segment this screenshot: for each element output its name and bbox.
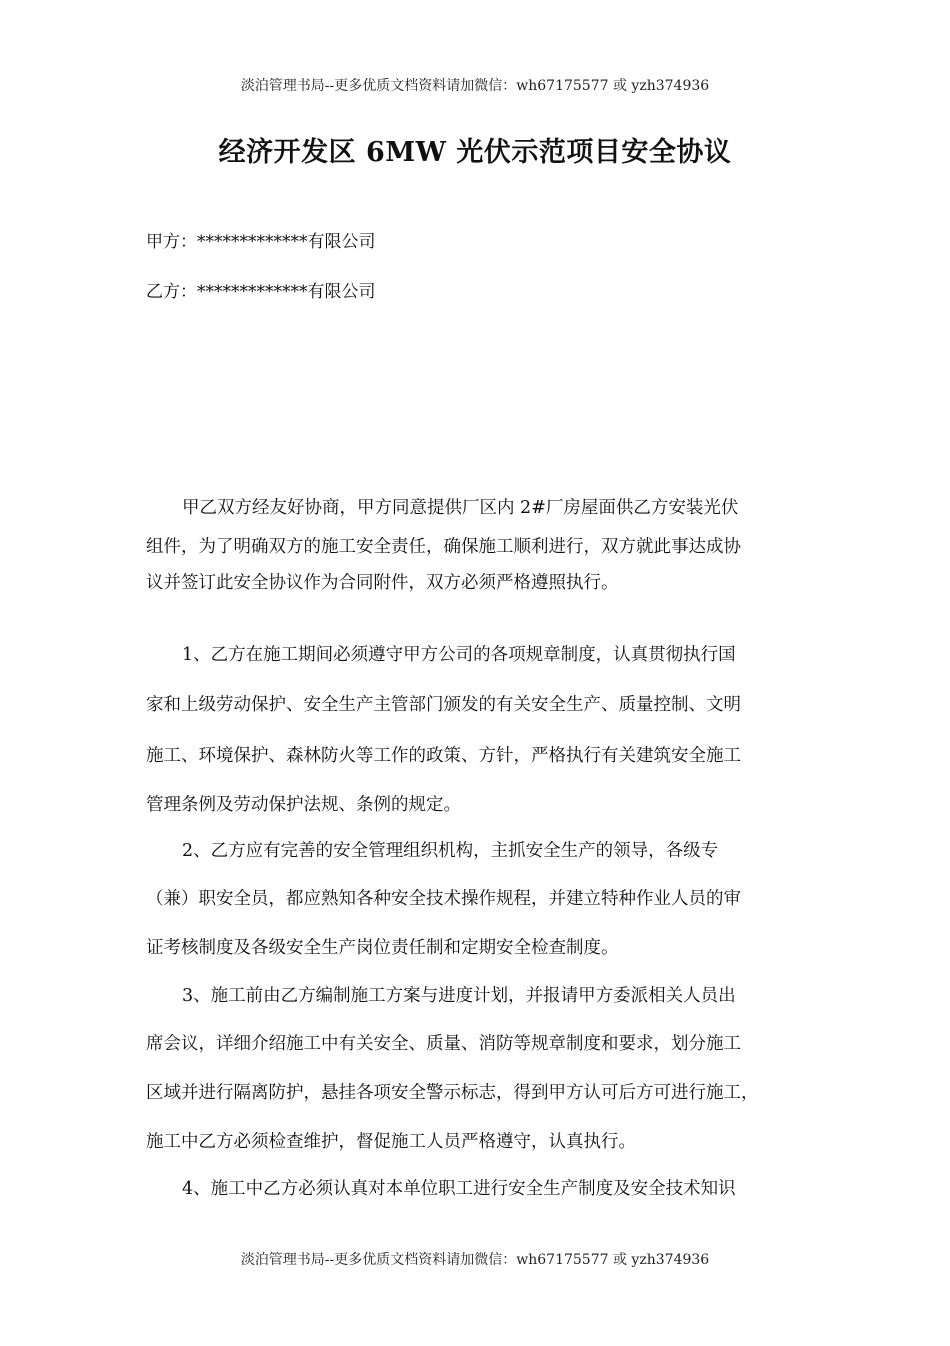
intro-line-1: 甲乙双方经友好协商，甲方同意提供厂区内 2#厂房屋面供乙方安装光伏 xyxy=(182,498,739,518)
clause-2-line-1: 2、乙方应有完善的安全管理组织机构，主抓安全生产的领导，各级专 xyxy=(182,841,719,861)
clause-3-line-2: 席会议，详细介绍施工中有关安全、质量、消防等规章制度和要求，划分施工 xyxy=(146,1034,741,1054)
party-a-line: 甲方：*************有限公司 xyxy=(146,232,376,252)
header-watermark-note: 淡泊管理书局--更多优质文档资料请加微信：wh67175577 或 yzh374936 xyxy=(240,78,710,94)
clause-4-line-1: 4、施工中乙方必须认真对本单位职工进行安全生产制度及安全技术知识 xyxy=(182,1179,736,1199)
document-title: 经济开发区 6MW 光伏示范项目安全协议 xyxy=(218,137,732,168)
clause-1-line-4: 管理条例及劳动保护法规、条例的规定。 xyxy=(146,795,461,815)
clause-3-line-4: 施工中乙方必须检查维护，督促施工人员严格遵守，认真执行。 xyxy=(146,1132,636,1152)
party-b-line: 乙方：*************有限公司 xyxy=(146,282,376,302)
clause-3-line-3: 区域并进行隔离防护，悬挂各项安全警示标志，得到甲方认可后方可进行施工， xyxy=(146,1083,759,1103)
intro-line-3: 议并签订此安全协议作为合同附件，双方必须严格遵照执行。 xyxy=(146,573,619,593)
intro-line-2: 组件，为了明确双方的施工安全责任，确保施工顺利进行，双方就此事达成协 xyxy=(146,537,741,557)
clause-2-line-2: （兼）职安全员，都应熟知各种安全技术操作规程，并建立特种作业人员的审 xyxy=(146,889,741,909)
footer-watermark-note: 淡泊管理书局--更多优质文档资料请加微信：wh67175577 或 yzh374936 xyxy=(240,1252,710,1268)
clause-1-line-1: 1、乙方在施工期间必须遵守甲方公司的各项规章制度，认真贯彻执行国 xyxy=(182,645,736,665)
clause-1-line-2: 家和上级劳动保护、安全生产主管部门颁发的有关安全生产、质量控制、文明 xyxy=(146,695,741,715)
clause-2-line-3: 证考核制度及各级安全生产岗位责任制和定期安全检查制度。 xyxy=(146,938,619,958)
clause-1-line-3: 施工、环境保护、森林防火等工作的政策、方针，严格执行有关建筑安全施工 xyxy=(146,746,741,766)
clause-3-line-1: 3、施工前由乙方编制施工方案与进度计划，并报请甲方委派相关人员出 xyxy=(182,986,736,1006)
